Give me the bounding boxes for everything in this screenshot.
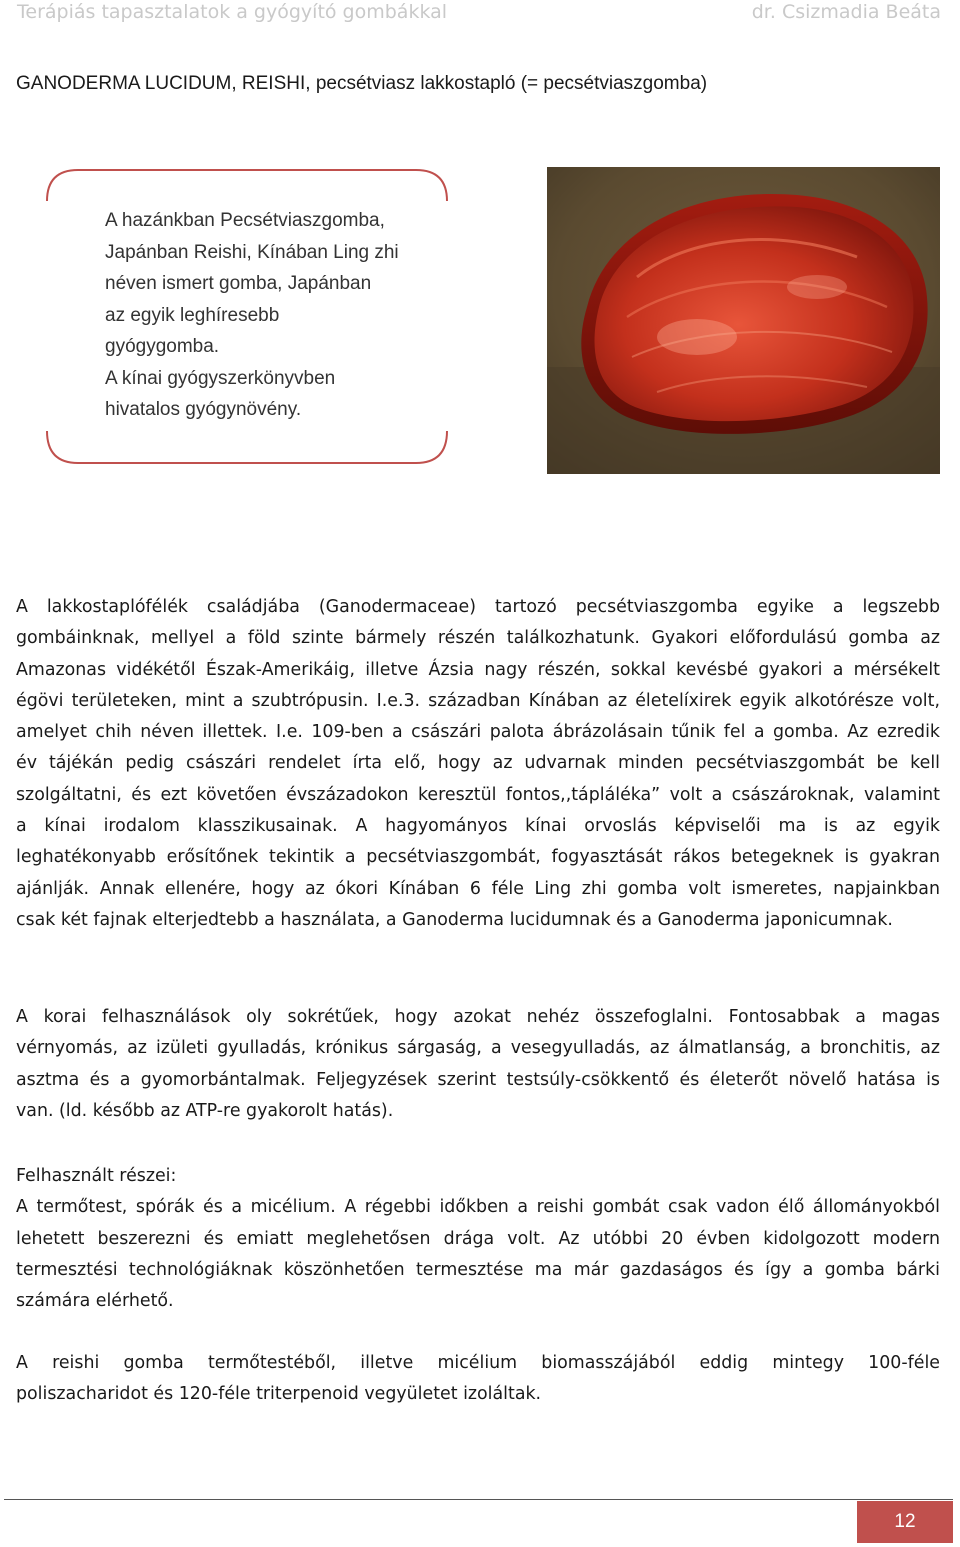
callout-line: Japánban Reishi, Kínában Ling zhi bbox=[105, 241, 399, 263]
callout-text bbox=[105, 205, 435, 426]
reishi-mushroom-photo bbox=[547, 167, 940, 474]
callout-line: A hazánkban Pecsétviaszgomba, bbox=[105, 210, 385, 231]
text-line: lehetett beszerezni és emiatt meglehetősen drága volt. Az utóbbi 20 évben kidolgozott modern bbox=[16, 1228, 940, 1249]
text-line: A lakkostaplófélék családjába (Ganodermaceae) tartozó pecsétviaszgomba egyike a legszebb bbox=[16, 597, 940, 617]
text-line: van. (ld. később az ATP-re gyakorolt hatás). bbox=[16, 1100, 394, 1121]
text-line: asztma és a gyomorbántalmak. Feljegyzések szerint testsúly-csökkentő és életerőt növelő hatása is bbox=[16, 1069, 940, 1090]
page-number: 12 bbox=[857, 1501, 953, 1543]
paragraph-history bbox=[16, 592, 940, 936]
section-heading: Felhasznált részei: bbox=[16, 1166, 177, 1186]
text-line: ajánlják. Annak ellenére, hogy az ókori Kínában 6 féle Ling zhi gomba volt ismeretes, napjainkban bbox=[16, 878, 940, 899]
text-line: amelyet chih néven illettek. I.e. 109-ben a császári palota ábrázolásain tűnik fel a gomba. Az ezredik bbox=[16, 722, 940, 743]
text-line: szolgáltatni, és ezt követően évszázadokon keresztül fontos,,tápláléka” volt a császároknak, valamint bbox=[16, 784, 940, 805]
text-line: leghatékonyabb erősítőnek tekintik a pecsétviaszgombát, fogyasztását rákos betegeknek is gyakran bbox=[16, 847, 940, 868]
text-line: csak két fajnak elterjedtebb a használata, a Ganoderma lucidumnak és a Ganoderma japonicumnak. bbox=[16, 909, 893, 930]
callout-box bbox=[44, 167, 450, 467]
text-line: poliszacharidot és 120-féle triterpenoid vegyületet izoláltak. bbox=[16, 1384, 542, 1405]
text-line: vérnyomás, az izületi gyulladás, krónikus sárgaság, a vesegyulladás, az álmatlanság, a bronchitis, az bbox=[16, 1038, 940, 1059]
text-line: év tájékán pedig császári rendelet írta elő, hogy az udvarnak minden pecsétviaszgombát be kell bbox=[16, 753, 940, 774]
page-title: GANODERMA LUCIDUM, REISHI, pecsétviasz lakkostapló (= pecsétviaszgomba) bbox=[16, 73, 708, 94]
text-line: Amazonas vidékétől Észak-Amerikáig, illetve Ázsia nagy részén, sokkal kevésbé gyakori a mérsékelt bbox=[16, 659, 940, 680]
running-header bbox=[0, 0, 960, 26]
callout-line: néven ismert gomba, Japánban bbox=[105, 273, 372, 294]
callout-line: gyógygomba. bbox=[105, 336, 220, 357]
callout-line: A kínai gyógyszerkönyvben bbox=[105, 367, 336, 389]
callout-line: hivatalos gyógynövény. bbox=[105, 399, 302, 420]
text-line: A reishi gomba termőtestéből, illetve micélium biomasszájából eddig mintegy 100-féle bbox=[16, 1353, 940, 1373]
callout-line: az egyik leghíresebb bbox=[105, 304, 280, 326]
text-line: A termőtest, spórák és a micélium. A régebbi időkben a reishi gombát csak vadon élő állományokból bbox=[16, 1197, 940, 1218]
paragraph-early-uses bbox=[16, 1002, 940, 1127]
footer-divider bbox=[4, 1499, 953, 1500]
text-line: termesztési technológiáknak köszönhetően termesztése ma már gazdaságos és így a gomba bárki bbox=[16, 1259, 940, 1280]
text-line: égövi területeken, mint a szubtrópusin. I.e.3. században Kínában az életelíxirek egyik alkotórésze volt, bbox=[16, 690, 940, 711]
paragraph-compounds bbox=[16, 1348, 940, 1411]
header-author: dr. Csizmadia Beáta bbox=[751, 1, 941, 23]
paragraph-parts-used bbox=[16, 1161, 940, 1317]
text-line: a kínai irodalom klasszikusainak. A hagyományos kínai orvoslás képviselői ma is az egyik bbox=[16, 816, 940, 837]
header-left-title: Terápiás tapasztalatok a gyógyító gombákkal bbox=[17, 1, 448, 23]
text-line: A korai felhasználások oly sokrétűek, hogy azokat nehéz összefoglalni. Fontosabbak a magas bbox=[16, 1007, 940, 1027]
text-line: számára elérhető. bbox=[16, 1291, 174, 1312]
text-line: gombáinknak, mellyel a föld szinte bármely részén találkozhatunk. Gyakori előfordulású gomba az bbox=[16, 628, 940, 649]
